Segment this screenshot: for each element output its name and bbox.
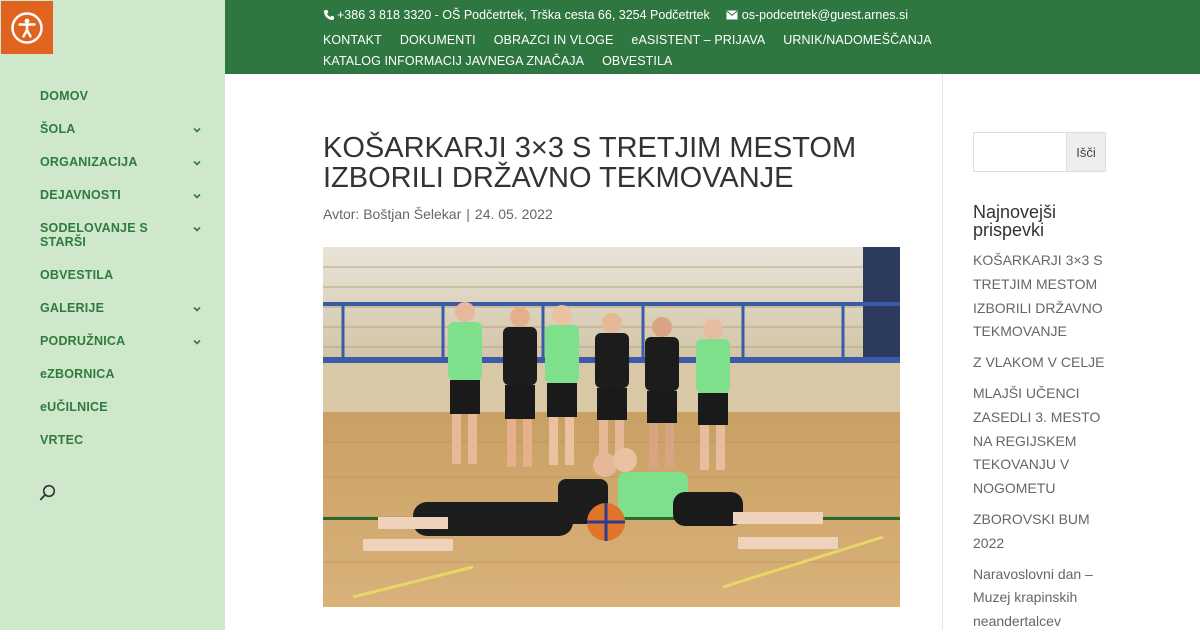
sidebar-item-label: ORGANIZACIJA xyxy=(40,155,138,169)
sidebar-item-label: SODELOVANJE S STARŠI xyxy=(40,221,148,249)
sidebar-item-label: eUČILNICE xyxy=(40,400,108,414)
chevron-down-icon[interactable] xyxy=(192,337,202,347)
sidebar-divider xyxy=(942,74,943,630)
email-text: os-podcetrtek@guest.arnes.si xyxy=(741,8,909,22)
phone-address-text: +386 3 818 3320 - OŠ Podčetrtek, Trška cesta 66, 3254 Podčetrtek xyxy=(337,8,710,22)
article-featured-image xyxy=(323,247,900,607)
sidebar-item-label: DOMOV xyxy=(40,89,89,103)
sidebar-item[interactable] xyxy=(40,334,210,348)
accessibility-button[interactable] xyxy=(1,1,53,54)
sidebar-search xyxy=(973,132,1106,172)
sidebar-item[interactable] xyxy=(40,433,210,447)
sidebar-item[interactable] xyxy=(40,221,210,249)
accessibility-icon xyxy=(10,11,44,45)
chevron-down-icon[interactable] xyxy=(192,125,202,135)
phone-icon xyxy=(323,9,335,21)
sidebar-item[interactable] xyxy=(40,301,210,315)
sidebar-item[interactable] xyxy=(40,268,210,282)
sidebar-item-label: OBVESTILA xyxy=(40,268,114,282)
sidebar-item[interactable] xyxy=(40,89,210,103)
envelope-icon xyxy=(726,10,738,20)
search-button[interactable]: Išči xyxy=(1066,133,1105,171)
recent-post-link[interactable]: KOŠARKARJI 3×3 S TRETJIM MESTOM IZBORILI DRŽAVNO TEKMOVANJE xyxy=(973,252,1103,340)
recent-post-link[interactable]: Z VLAKOM V CELJE xyxy=(973,354,1105,371)
sidebar-item-label: ŠOLA xyxy=(40,122,76,136)
sidebar-item-label: eZBORNICA xyxy=(40,367,115,381)
recent-post-link[interactable]: MLAJŠI UČENCI ZASEDLI 3. MESTO NA REGIJSKEM TEKOVANJU V NOGOMETU xyxy=(973,384,1101,497)
sidebar-item[interactable] xyxy=(40,367,210,381)
sidebar-item-label: GALERIJE xyxy=(40,301,105,315)
chevron-down-icon[interactable] xyxy=(192,224,202,234)
top-nav-link[interactable]: KATALOG INFORMACIJ JAVNEGA ZNAČAJA xyxy=(323,54,585,68)
search-input[interactable] xyxy=(974,133,1066,171)
left-sidebar xyxy=(0,0,225,630)
sidebar-item[interactable] xyxy=(40,188,210,202)
article-meta xyxy=(323,206,553,222)
meta-separator: | xyxy=(466,206,470,222)
chevron-down-icon[interactable] xyxy=(192,304,202,314)
recent-post-link[interactable]: Naravoslovni dan – Muzej krapinskih neandertalcev xyxy=(973,565,1093,630)
top-nav-link[interactable]: eASISTENT – PRIJAVA xyxy=(631,33,766,47)
sidebar-item-label: DEJAVNOSTI xyxy=(40,188,121,202)
top-nav-link[interactable]: KONTAKT xyxy=(323,33,382,47)
top-nav-link[interactable]: OBRAZCI IN VLOGE xyxy=(493,33,614,47)
sidebar-item[interactable] xyxy=(40,400,210,414)
search-icon[interactable] xyxy=(39,484,57,502)
sidebar-item[interactable] xyxy=(40,122,210,136)
top-nav-link[interactable]: DOKUMENTI xyxy=(399,33,476,47)
article-author[interactable]: Avtor: Boštjan Šelekar xyxy=(323,206,462,222)
chevron-down-icon[interactable] xyxy=(192,191,202,201)
email-link[interactable] xyxy=(726,8,908,22)
recent-posts-title: Najnovejši prispevki xyxy=(973,202,1057,240)
recent-posts-list xyxy=(973,249,1113,641)
top-nav-link[interactable]: URNIK/NADOMEŠČANJA xyxy=(783,33,932,47)
top-nav-link[interactable]: OBVESTILA xyxy=(602,54,673,68)
sidebar-item-label: VRTEC xyxy=(40,433,84,447)
sidebar-item-label: PODRUŽNICA xyxy=(40,334,126,348)
top-nav xyxy=(323,30,963,72)
recent-post-link[interactable]: ZBOROVSKI BUM 2022 xyxy=(973,510,1090,551)
article-date: 24. 05. 2022 xyxy=(474,206,553,222)
top-header xyxy=(225,0,1200,74)
chevron-down-icon[interactable] xyxy=(192,158,202,168)
contact-info xyxy=(323,8,908,22)
article-title: KOŠARKARJI 3×3 S TRETJIM MESTOM IZBORILI DRŽAVNO TEKMOVANJE xyxy=(323,132,857,194)
sidebar-item[interactable] xyxy=(40,155,210,169)
